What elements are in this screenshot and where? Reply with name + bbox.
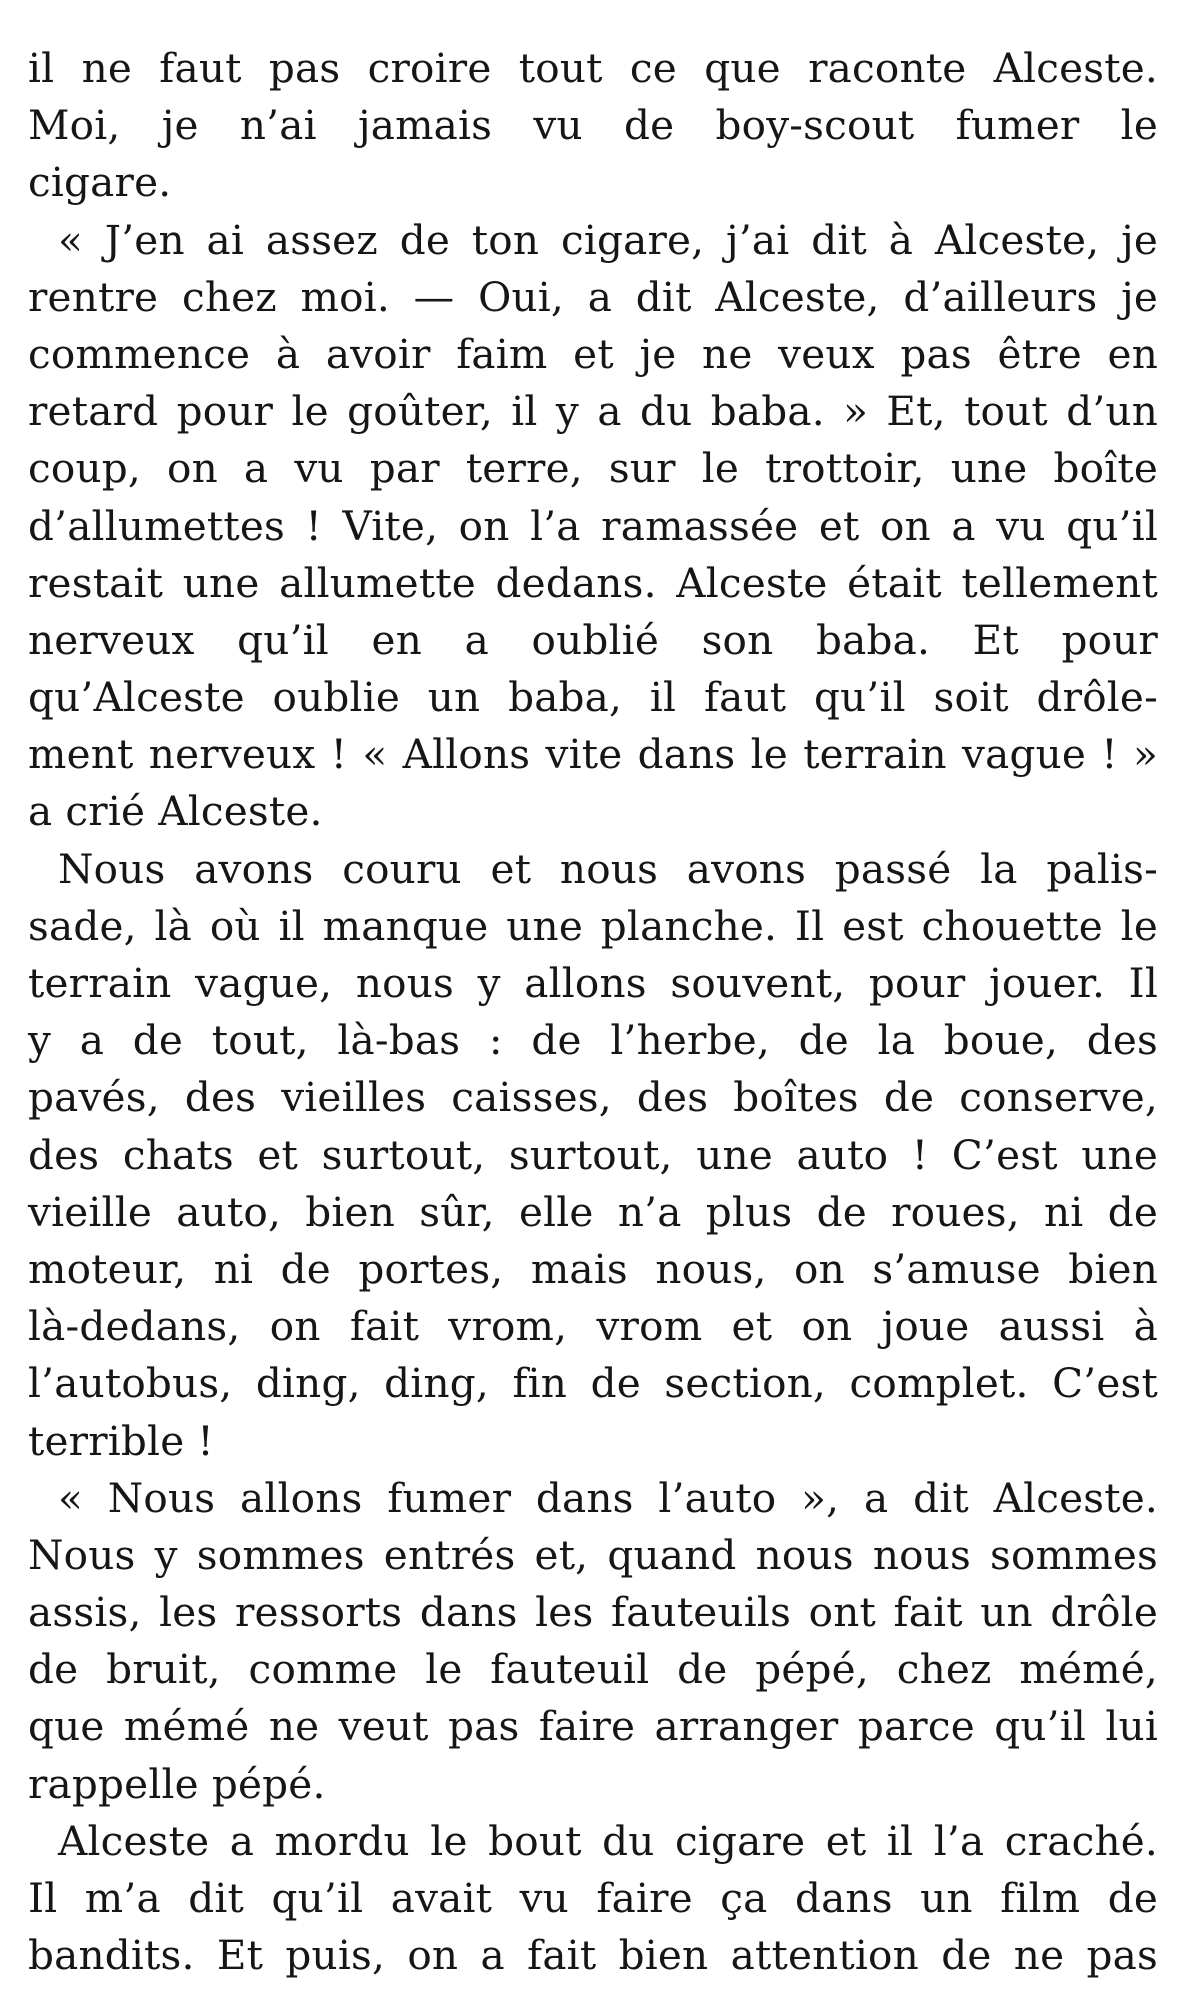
text-line: sade, là où il manque une planche. Il est chouette le bbox=[28, 901, 1158, 950]
text-line: nerveux qu’il en a oublié son baba. Et pour bbox=[28, 615, 1158, 664]
text-line: assis, les ressorts dans les fauteuils ont fait un drôle bbox=[28, 1588, 1158, 1637]
text-line: terrible ! bbox=[28, 1416, 214, 1465]
text-line: retard pour le goûter, il y a du baba. » Et, tout d’un bbox=[28, 387, 1158, 436]
text-line: de bruit, comme le fauteuil de pépé, chez mémé, bbox=[28, 1645, 1158, 1694]
text-line: restait une allumette dedans. Alceste était tellement bbox=[28, 558, 1158, 607]
text-line: rentre chez moi. — Oui, a dit Alceste, d’ailleurs je bbox=[28, 272, 1158, 321]
text-line: Moi, je n’ai jamais vu de boy-scout fumer le bbox=[28, 101, 1158, 150]
text-line: moteur, ni de portes, mais nous, on s’amuse bien bbox=[28, 1244, 1158, 1293]
text-line: d’allumettes ! Vite, on l’a ramassée et on a vu qu’il bbox=[28, 501, 1158, 550]
text-line: coup, on a vu par terre, sur le trottoir, une boîte bbox=[28, 444, 1158, 493]
text-line: là-dedans, on fait vrom, vrom et on joue aussi à bbox=[28, 1302, 1158, 1351]
text-line: ment nerveux ! « Allons vite dans le terrain vague ! » bbox=[28, 730, 1158, 779]
text-line: l’autobus, ding, ding, fin de section, complet. C’est bbox=[28, 1359, 1158, 1408]
text-line: « Nous allons fumer dans l’auto », a dit Alceste. bbox=[58, 1473, 1158, 1522]
text-line: « J’en ai assez de ton cigare, j’ai dit à Alceste, je bbox=[58, 215, 1158, 264]
text-line: Il m’a dit qu’il avait vu faire ça dans un film de bbox=[28, 1874, 1158, 1922]
text-line: il ne faut pas croire tout ce que raconte Alceste. bbox=[28, 44, 1158, 92]
text-line: pavés, des vieilles caisses, des boîtes de conserve, bbox=[28, 1073, 1158, 1122]
text-line: Alceste a mordu le bout du cigare et il l’a craché. bbox=[58, 1816, 1158, 1865]
text-line: que mémé ne veut pas faire arranger parce qu’il lui bbox=[28, 1702, 1158, 1751]
text-line: Nous y sommes entrés et, quand nous nous sommes bbox=[28, 1530, 1158, 1579]
text-line: cigare. bbox=[28, 158, 172, 207]
text-line: commence à avoir faim et je ne veux pas être en bbox=[28, 329, 1158, 378]
book-page bbox=[28, 40, 1158, 1984]
text-line: vieille auto, bien sûr, elle n’a plus de roues, ni de bbox=[28, 1187, 1158, 1236]
text-line: bandits. Et puis, on a fait bien attention de ne pas bbox=[28, 1931, 1158, 1980]
text-line: rappelle pépé. bbox=[28, 1759, 326, 1808]
text-line: des chats et surtout, surtout, une auto ! C’est une bbox=[28, 1130, 1158, 1179]
text-line: qu’Alceste oublie un baba, il faut qu’il soit drôle- bbox=[28, 673, 1158, 722]
text-line: Nous avons couru et nous avons passé la palis- bbox=[58, 844, 1158, 893]
text-line: a crié Alceste. bbox=[28, 787, 323, 836]
text-line: terrain vague, nous y allons souvent, pour jouer. Il bbox=[28, 959, 1158, 1007]
text-line: y a de tout, là-bas : de l’herbe, de la boue, des bbox=[28, 1016, 1158, 1065]
